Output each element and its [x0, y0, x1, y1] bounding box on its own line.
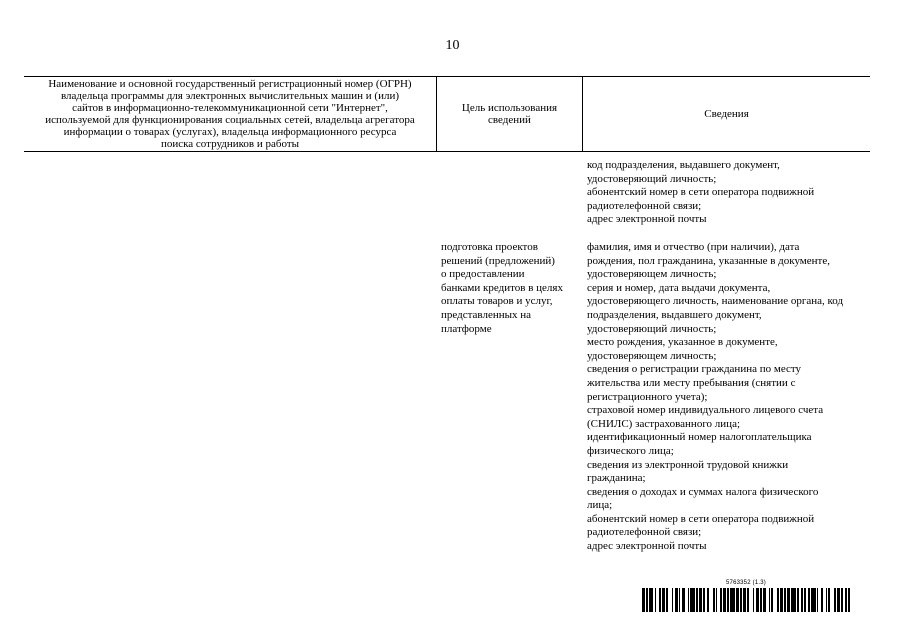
info-line: место рождения, указанное в документе,	[587, 336, 778, 349]
header-owner-line: информации о товарах (услугах), владельца информационного ресурса	[63, 126, 397, 138]
barcode-space	[850, 588, 854, 612]
header-owner-line: поиска сотрудников и работы	[160, 138, 300, 150]
info-line: удостоверяющем личность;	[587, 349, 717, 362]
info-line: удостоверяющий личность;	[587, 172, 717, 185]
info-line: подразделения, выдавшего документ,	[587, 308, 762, 321]
info-line: код подразделения, выдавшего документ,	[587, 159, 780, 171]
info-line: гражданина;	[587, 472, 646, 485]
info-line: сведения о доходах и суммах налога физического	[587, 485, 819, 498]
info-line: лица;	[587, 499, 613, 512]
info-line: рождения, пол гражданина, указанные в документе,	[587, 254, 830, 267]
info-line: регистрационного учета);	[587, 390, 708, 403]
header-owner-line: владельца программы для электронных вычислительных машин и (или)	[60, 90, 400, 102]
info-line: страховой номер индивидуального лицевого счета	[587, 404, 824, 417]
barcode	[642, 588, 855, 612]
info-line: серия и номер, дата выдачи документа,	[587, 281, 771, 294]
info-line: абонентский номер в сети оператора подвижной	[587, 186, 815, 199]
header-purpose-line: сведений	[488, 114, 531, 126]
purpose-line: банками кредитов в целях	[441, 281, 563, 294]
header-owner-line: Наименование и основной государственный регистрационный номер (ОГРН)	[48, 78, 412, 90]
info-line: радиотелефонной связи;	[587, 199, 702, 212]
info-line: удостоверяющем личность;	[587, 268, 717, 281]
table-header-bottom-rule	[24, 151, 870, 152]
info-line: фамилия, имя и отчество (при наличии), дата	[587, 241, 800, 253]
purpose-line: о предоставлении	[441, 268, 525, 281]
purpose-text	[441, 241, 563, 336]
info-line: сведения о регистрации гражданина по месту	[587, 363, 802, 376]
header-info-line: Сведения	[704, 108, 749, 120]
purpose-line: платформе	[441, 322, 492, 335]
purpose-line: подготовка проектов	[441, 241, 538, 253]
purpose-line: решений (предложений)	[441, 254, 555, 267]
info-line: идентификационный номер налогоплательщика	[587, 431, 812, 444]
header-owner-line: сайтов в информационно-телекоммуникационной сети "Интернет",	[72, 102, 388, 114]
info-line: удостоверяющего личность, наименование органа, код	[587, 295, 844, 308]
info-line: жительства или месту пребывания (снятии с	[587, 376, 796, 389]
info-line: удостоверяющий личность;	[587, 322, 717, 335]
header-owner	[24, 77, 436, 151]
info-line: адрес электронной почты	[587, 540, 707, 553]
continued-info-list	[587, 159, 814, 227]
header-info	[583, 77, 870, 151]
info-list	[587, 241, 843, 554]
purpose-line: оплаты товаров и услуг,	[441, 295, 553, 308]
header-purpose-line: Цель использования	[461, 102, 558, 114]
info-line: радиотелефонной связи;	[587, 526, 702, 539]
purpose-line: представленных на	[441, 308, 532, 321]
info-line: физического лица;	[587, 444, 674, 457]
info-line: абонентский номер в сети оператора подвижной	[587, 512, 815, 525]
barcode-number: 5763352 (1.3)	[726, 580, 766, 586]
header-purpose	[437, 77, 582, 151]
info-line: адрес электронной почты	[587, 213, 707, 226]
info-line: сведения из электронной трудовой книжки	[587, 458, 789, 471]
header-owner-line: используемой для функционирования социальных сетей, владельца агрегатора	[45, 114, 415, 126]
page-number: 10	[445, 38, 460, 53]
info-line: (СНИЛС) застрахованного лица;	[587, 417, 741, 430]
